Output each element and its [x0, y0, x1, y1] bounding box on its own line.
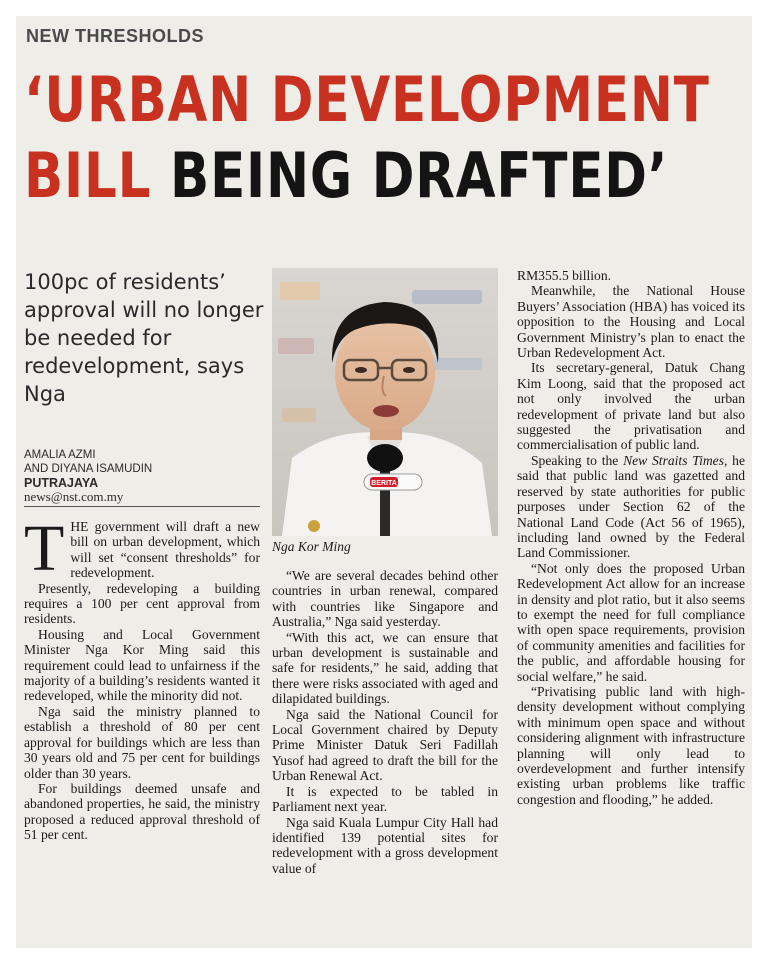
section-kicker: NEW THRESHOLDS — [26, 26, 204, 46]
paragraph: Nga said the National Council for Local Government chaired by Deputy Prime Minister Datuk Seri Fadillah Yusof had agreed to draft the bill for the Urban Renewal Act. — [272, 706, 498, 784]
paragraph: Nga said the ministry planned to establish a threshold of 80 per cent approval for buildings which are less than 30 years old and 75 per cent for buildings older than 30 years. — [24, 703, 260, 781]
author-2: AND DIYANA ISAMUDIN — [24, 463, 153, 475]
article-column-2 — [272, 568, 498, 876]
paragraph: Speaking to the New Straits Times, he said that public land was gazetted and reserved by state authorities for public purposes under Section 62 of the National Land Code (Act 56 of 1965), including land owned by the Federal Land Commissioner. — [517, 452, 745, 561]
paragraph: “With this act, we can ensure that urban development is sustainable and safe for residents,” he said, adding that there were risks associated with aged and dilapidated buildings. — [272, 629, 498, 707]
paragraph: It is expected to be tabled in Parliament next year. — [272, 783, 498, 815]
photo-illustration — [272, 268, 498, 536]
photo-caption: Nga Kor Ming — [272, 539, 351, 554]
byline — [24, 448, 260, 504]
headline-line-2 — [24, 138, 669, 214]
newspaper-title: New Straits Times — [623, 452, 724, 468]
paragraph: THE government will draft a new bill on urban development, which will set “consent thresholds” for redevelopment. — [24, 512, 260, 585]
byline-divider — [24, 506, 260, 507]
paragraph: “Privatising public land with high-density development without complying with minimum open space and without considering alignment with infrastructure planning will only lead to overdevelopment and further intensify existing urban problems like traffic congestion and flooding,” he added. — [517, 683, 745, 807]
paragraph: Housing and Local Government Minister Nga Kor Ming said this requirement could lead to unfairness if the majority of a building’s residents wanted it redeveloped, while the minority did not. — [24, 626, 260, 704]
paragraph: “We are several decades behind other countries in urban renewal, compared with countries like Singapore and Australia,” Nga said yesterday. — [272, 568, 498, 630]
article-column-3 — [517, 268, 745, 807]
paragraph: RM355.5 billion. — [517, 268, 612, 283]
paragraph: Nga said Kuala Lumpur City Hall had identified 139 potential sites for redevelopment with a gross development value of — [272, 814, 498, 876]
headline-bill: BILL — [24, 139, 152, 212]
drop-cap: T — [24, 512, 65, 585]
paragraph: Its secretary-general, Datuk Chang Kim Loong, said that the proposed act not only involved the urban redevelopment of private land but also suggested the privatisation and commercialisation of public land. — [517, 360, 745, 453]
headline — [24, 62, 710, 214]
mic-logo-text: BERITA — [371, 480, 397, 487]
deck-subheading: 100pc of residents’ approval will no longer be needed for redevelopment, says Nga — [24, 270, 264, 406]
headline-being-drafted: BEING DRAFTED’ — [151, 139, 669, 212]
byline-email: news@nst.com.my — [24, 489, 124, 504]
headline-line-1: ‘URBAN DEVELOPMENT — [24, 63, 710, 136]
paragraph: For buildings deemed unsafe and abandoned properties, he said, the ministry proposed a reduced approval threshold of 51 per cent. — [24, 780, 260, 843]
newspaper-clipping — [16, 16, 752, 948]
paragraph: Presently, redeveloping a building requires a 100 per cent approval from residents. — [24, 580, 260, 627]
portrait-photo — [272, 268, 498, 536]
dateline-place: PUTRAJAYA — [24, 476, 99, 490]
author-1: AMALIA AZMI — [24, 449, 96, 461]
paragraph: Meanwhile, the National House Buyers’ Association (HBA) has voiced its opposition to the Housing and Local Government Ministry’s plan to enact the Urban Redevelopment Act. — [517, 283, 745, 361]
paragraph: “Not only does the proposed Urban Redevelopment Act allow for an increase in density and plot ratio, but it also seems to exempt the need for full compliance with open space requirements, provision of community amenities and facilities for the public, and affordable housing for social welfare,” he said. — [517, 560, 745, 684]
article-column-1 — [24, 512, 260, 843]
